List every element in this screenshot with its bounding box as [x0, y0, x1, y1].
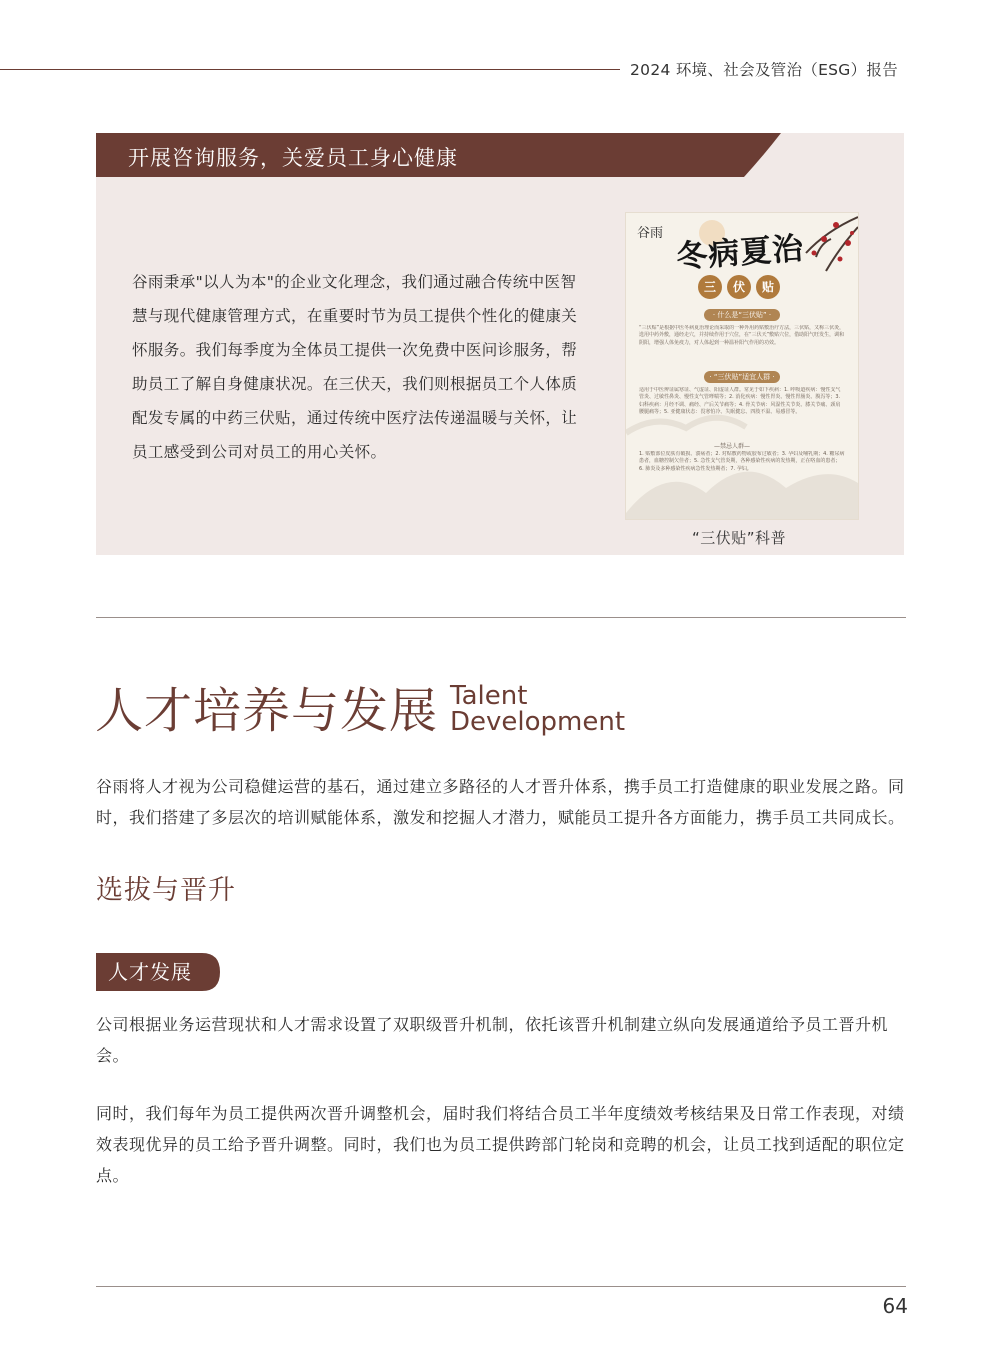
poster-brand: 谷雨	[637, 226, 664, 241]
page-number: 64	[882, 1294, 908, 1318]
poster-body-1: “三伏贴”是根据中医冬病夏治理论而采取的一种外用药贴敷治疗方法，三伏贴，又称三伏灸，选用中药外敷，通经走穴，并持续作用于穴位，在“三伏天”敷贴穴位，借助阳气旺发生，调和阴阳，增强人体免疫力，对人体起到一种温补阳气作用的功效。	[639, 325, 845, 346]
health-banner-title: 开展咨询服务，关爱员工身心健康	[128, 146, 458, 170]
section-title-cn: 人才培养与发展	[95, 683, 439, 739]
subsection-title: 选拔与晋升	[96, 875, 236, 906]
talent-intro: 谷雨将人才视为公司稳健运营的基石，通过建立多路径的人才晋升体系，携手员工打造健康的职业发展之路。同时，我们搭建了多层次的培训赋能体系，激发和挖掘人才潜力，赋能员工提升各方面能力，携手员工共同成长。	[96, 777, 905, 827]
seal-char: 伏	[727, 275, 751, 299]
poster-contra-heading: —禁忌人群—	[714, 443, 751, 450]
poster-body-3: 1. 贴敷部位皮肤有破损、溃疡者；2. 对贴敷药物或胶布过敏者；3. 孕妇及哺乳期；4. 糖尿病患者，血糖控制欠佳者；5. 急性支气管炎期，各种感染性疾病的发热期，正在咯血的患者；6. 肺炎及多种感染性疾病急性发热期者；7. 孕妇。	[639, 451, 845, 472]
health-callout-box	[96, 133, 904, 555]
section-divider	[96, 617, 906, 618]
talent-paragraph-1: 公司根据业务运营现状和人才需求设置了双职级晋升机制，依托该晋升机制建立纵向发展通道给予员工晋升机会。	[96, 1015, 889, 1065]
seal-char: 三	[698, 275, 722, 299]
talent-paragraph-2: 同时，我们每年为员工提供两次晋升调整机会，届时我们将结合员工半年度绩效考核结果及日常工作表现，对绩效表现优异的员工给予晋升调整。同时，我们也为员工提供跨部门轮岗和竞聘的机会，让员工找到适配的职位定点。	[96, 1104, 905, 1185]
footer-rule	[96, 1286, 906, 1287]
poster-seal-row	[698, 275, 794, 299]
sanfutie-poster	[625, 212, 859, 520]
poster-caption: “三伏贴”科普	[692, 529, 787, 547]
poster-body-2: 适用于中医辨证属寒证、气虚证、阳虚证人群。常见于如下疾病：1. 呼吸道疾病：慢性支气管炎、过敏性鼻炎、慢性支气管哮喘等；2. 消化疾病：慢性胃炎、慢性胃肠炎、腹泻等；3. 妇科疾病：月经不调、痛经、产后关节痛等；4. 骨关节病：风湿性关节炎、膝关节痛、颈肩腰腿痛等；5. 亚健康状态：畏寒怕冷、失眠健忘、四肢不温、易感冒等。	[639, 387, 841, 416]
poster-headline: 冬病夏治	[675, 230, 806, 276]
report-title: 2024 环境、社会及管治（ESG）报告	[630, 61, 899, 79]
seal-char: 贴	[756, 275, 780, 299]
section-title-en-line2: Development	[450, 707, 626, 737]
talent-pill-label: 人才发展	[108, 960, 192, 984]
poster-pill-1: · 什么是“三伏贴” ·	[704, 309, 780, 321]
section-title-en-line1: Talent	[450, 681, 528, 711]
health-paragraph: 谷雨秉承"以人为本"的企业文化理念，我们通过融合传统中医智慧与现代健康管理方式，在重要时节为员工提供个性化的健康关怀服务。我们每季度为全体员工提供一次免费中医问诊服务，帮助员工了解自身健康状况。在三伏天，我们则根据员工个人体质配发专属的中药三伏贴，通过传统中医疗法传递温暖与关怀，让员工感受到公司对员工的用心关怀。	[132, 273, 578, 461]
poster-pill-2: · “三伏贴”适宜人群 ·	[704, 371, 780, 383]
header-rule	[0, 69, 620, 70]
